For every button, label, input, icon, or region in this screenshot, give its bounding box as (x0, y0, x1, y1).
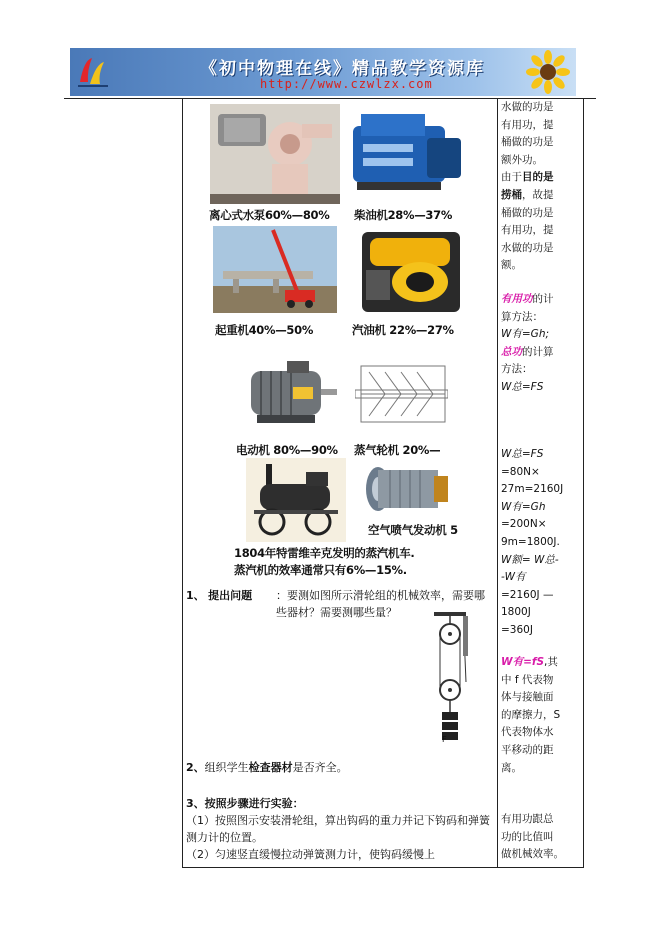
side-line: 的计算 (522, 345, 554, 358)
side-line: 有用功，提 (501, 224, 554, 237)
side-line: ，故提 (522, 188, 554, 201)
question-3-step-1: （1）按照图示安装滑轮组，算出钩码的重力并记下钩码和弹簧测力计的位置。 (186, 814, 490, 844)
pump-photo (210, 104, 340, 204)
side-line: 的计 (532, 293, 554, 305)
crane-caption: 起重机40%—50% (215, 323, 314, 337)
table-border-bottom (182, 867, 584, 868)
question-3-step-2: （2）匀速竖直缓慢拉动弹簧测力计，使钩码缓慢上 (186, 848, 435, 861)
crane-photo (213, 226, 337, 313)
side-line: 做机械效率。 (501, 848, 564, 861)
side-line: 平移动的距 (501, 743, 554, 756)
locomotive-caption-line2: 蒸汽机的效率通常只有6%—15%. (234, 563, 407, 577)
locomotive-caption-line1: 1804年特雷维辛克发明的蒸汽机车. (234, 546, 415, 560)
side-line: 方法： (501, 363, 533, 376)
side-line: 有用功跟总 (501, 813, 554, 825)
pump-caption: 离心式水泵60%—80% (209, 208, 330, 222)
side-line: 代表物体水 (501, 726, 554, 739)
gasoline-caption: 汽油机 22%—27% (352, 323, 454, 337)
steam-turbine-photo (355, 352, 448, 438)
steam-locomotive-photo (246, 458, 346, 542)
side-notes-formulas (501, 291, 579, 397)
side-line: 功的比值叫 (501, 830, 554, 843)
question-1-number: 1、 (186, 589, 205, 602)
side-line: 水做的功是 (501, 241, 554, 254)
gasoline-engine-photo (356, 226, 466, 316)
calc-line: W额= W总- (501, 553, 559, 566)
side-line: 额。 (501, 259, 522, 272)
header-banner (70, 48, 576, 96)
electric-motor-photo (247, 357, 339, 429)
calc-line: 9m=1800J. (501, 535, 560, 548)
pulley-system-diagram (430, 612, 470, 747)
total-work-term: 总功 (501, 345, 522, 358)
side-notes-friction (501, 654, 579, 777)
calc-line: W有=Gh (501, 500, 546, 513)
useful-work-formula: W有=Gh; (501, 328, 550, 341)
useful-work-term: 有用功 (501, 293, 533, 305)
question-2-pre: 组织学生 (204, 761, 249, 774)
side-line: 有用功，提 (501, 118, 554, 131)
side-line: 额外功。 (501, 153, 543, 166)
question-2-emphasis: 检查器材 (248, 761, 293, 774)
calc-line: =80N× (501, 465, 540, 478)
table-border-middle (497, 98, 498, 868)
side-notes-calculation (501, 446, 579, 640)
calc-line: 1800J (501, 606, 531, 619)
side-notes-efficiency (501, 811, 579, 864)
side-line: 桶做的功是 (501, 136, 554, 149)
calc-line: 27m=2160J (501, 483, 564, 496)
side-line: 中 f 代表物 (501, 673, 554, 686)
side-emphasis: 捞桶 (501, 188, 522, 201)
question-2-number: 2、 (186, 761, 205, 774)
banner-url[interactable]: http://www.czwlzx.com (260, 77, 433, 91)
side-line: 由于 (501, 171, 522, 184)
diesel-engine-photo (343, 104, 467, 200)
table-border-left (182, 98, 183, 868)
jet-engine-photo (364, 464, 448, 514)
jet-caption: 空气喷气发动机 5 (368, 523, 458, 537)
question-1-text: ：要测如图所示滑轮组的机械效率，需要哪些器材？需要测哪些量？ (276, 589, 485, 619)
friction-formula: W有=fS (501, 656, 545, 668)
side-line: ,其 (544, 656, 558, 668)
side-line: 算方法： (501, 310, 543, 323)
side-line: 水做的功是 (501, 101, 554, 113)
table-border-right (583, 98, 584, 868)
diesel-caption: 柴油机28%—37% (354, 208, 453, 222)
side-emphasis: 目的是 (522, 171, 554, 184)
turbine-caption: 蒸气轮机 20%— (354, 443, 441, 457)
motor-caption: 电动机 80%—90% (236, 443, 338, 457)
side-line: 桶做的功是 (501, 206, 554, 219)
pulley-force-label: F (442, 735, 447, 744)
calc-line: W总=FS (501, 448, 544, 460)
question-3-number: 3、 (186, 797, 205, 810)
side-line: 离。 (501, 761, 522, 774)
total-work-formula: W总=FS (501, 380, 544, 393)
calc-line: =200N× (501, 518, 547, 531)
calc-line: -W有 (501, 571, 526, 584)
question-2 (186, 759, 491, 776)
question-3-title: 按照步骤进行实验： (204, 797, 304, 810)
site-logo-icon (74, 52, 114, 92)
question-1-label: 提出问题 (208, 589, 253, 602)
question-3 (186, 795, 491, 812)
side-notes-top (501, 99, 579, 275)
side-line: 的摩擦力，S (501, 708, 561, 721)
calc-line: =360J (501, 623, 533, 636)
calc-line: =2160J — (501, 588, 554, 601)
side-line: 体与接触面 (501, 691, 554, 704)
question-2-post: 是否齐全。 (292, 761, 348, 774)
sunflower-icon (526, 50, 570, 94)
banner-title: 《初中物理在线》精品教学资源库 (200, 59, 485, 79)
